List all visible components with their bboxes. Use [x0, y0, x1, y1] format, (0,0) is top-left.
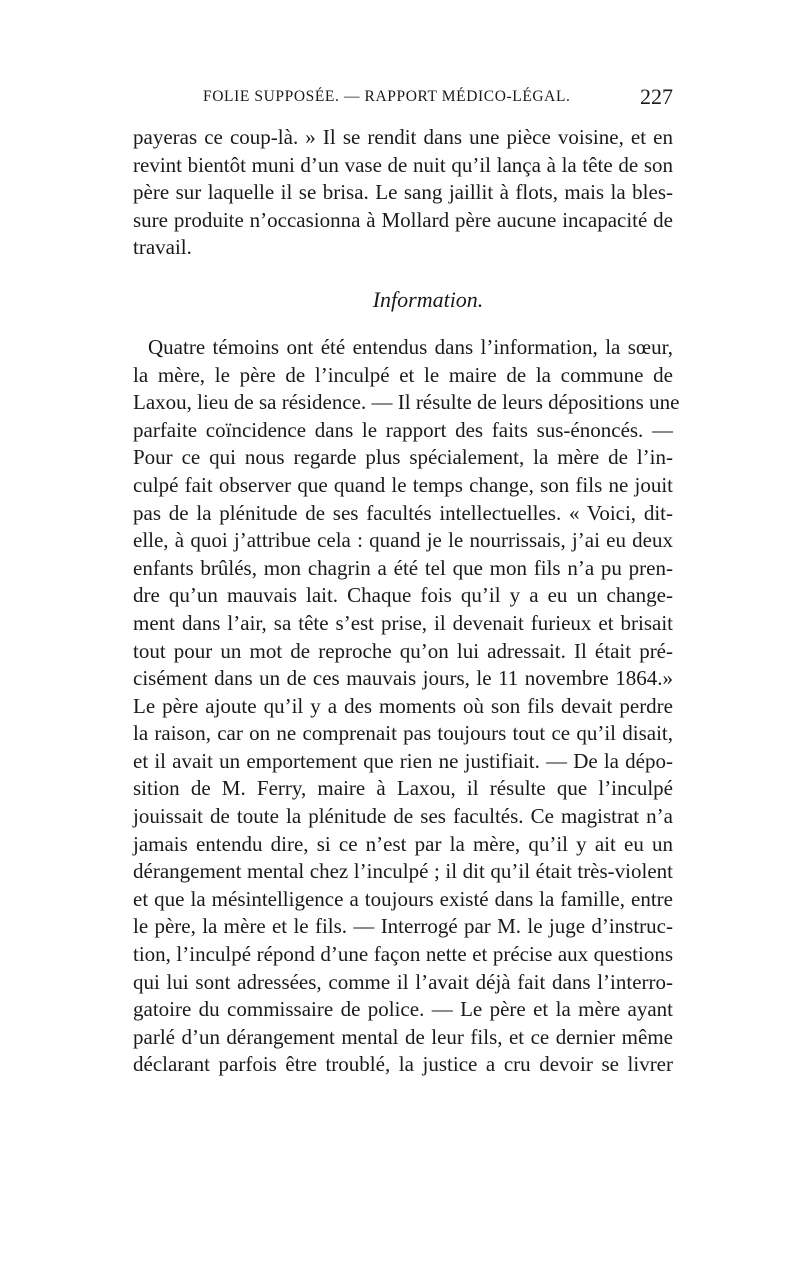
text-line: qui lui sont adressées, comme il l’avait déjà fait dans l’interro-: [133, 969, 673, 994]
text-line: jamais entendu dire, si ce n’est par la mère, qu’il y ait eu un: [133, 831, 673, 856]
text-line: Pour ce qui nous regarde plus spécialement, la mère de l’in-: [133, 445, 673, 470]
text-line: travail.: [133, 235, 192, 260]
text-line: tout pour un mot de reproche qu’on lui adressait. Il était pré-: [133, 638, 673, 663]
text-line: la raison, car on ne comprenait pas toujours tout ce qu’il disait,: [133, 721, 673, 746]
text-line: culpé fait observer que quand le temps change, son fils ne jouit: [133, 472, 673, 497]
text-line: la mère, le père de l’inculpé et le maire de la commune de: [133, 362, 673, 387]
text-line: cisément dans un de ces mauvais jours, le 11 novembre 1864.»: [133, 666, 673, 691]
text-line: revint bientôt muni d’un vase de nuit qu’il lança à la tête de son: [133, 152, 673, 177]
text-line: pas de la plénitude de ses facultés intellectuelles. « Voici, dit-: [133, 500, 673, 525]
running-head: [133, 84, 673, 114]
text-line: payeras ce coup-là. » Il se rendit dans une pièce voisine, et en: [133, 125, 673, 149]
text-line: parlé d’un dérangement mental de leur fils, et ce dernier même: [133, 1024, 673, 1049]
text-line: enfants brûlés, mon chagrin a été tel que mon fils n’a pu pren-: [133, 555, 673, 580]
text-line: dre qu’un mauvais lait. Chaque fois qu’il y a eu un change-: [133, 583, 673, 608]
section-heading: Information.: [372, 286, 484, 312]
text-line: le père, la mère et le fils. — Interrogé par M. le juge d’instruc-: [133, 914, 673, 939]
text-line: tion, l’inculpé répond d’une façon nette et précise aux questions: [133, 942, 673, 967]
text-line: Laxou, lieu de sa résidence. — Il résulte de leurs dépositions une: [133, 390, 680, 415]
text-line: dérangement mental chez l’inculpé ; il dit qu’il était très-violent: [133, 859, 673, 884]
text-line: sition de M. Ferry, maire à Laxou, il résulte que l’inculpé: [133, 776, 673, 801]
text-line: gatoire du commissaire de police. — Le père et la mère ayant: [133, 997, 673, 1022]
text-line: Le père ajoute qu’il y a des moments où son fils devait perdre: [133, 693, 673, 718]
page-number: 227: [640, 84, 673, 109]
text-line: Quatre témoins ont été entendus dans l’information, la sœur,: [148, 334, 673, 359]
running-title: FOLIE SUPPOSÉE. — RAPPORT MÉDICO-LÉGAL.: [203, 88, 571, 105]
text-line: elle, à quoi j’attribue cela : quand je le nourrissais, j’ai eu deux: [133, 528, 673, 553]
text-line: sure produite n’occasionna à Mollard père aucune incapacité de: [133, 207, 673, 232]
body-text: [133, 124, 680, 1079]
text-line: et il avait un emportement que rien ne justifiait. — De la dépo-: [133, 748, 673, 773]
text-line: ment dans l’air, sa tête s’est prise, il devenait furieux et brisait: [133, 610, 673, 635]
paragraph: [133, 124, 673, 262]
text-line: parfaite coïncidence dans le rapport des faits sus-énoncés. —: [133, 417, 673, 442]
text-line: et que la mésintelligence a toujours existé dans la famille, entre: [133, 886, 673, 911]
paragraph: [133, 334, 680, 1079]
text-line: jouissait de toute la plénitude de ses facultés. Ce magistrat n’a: [133, 804, 673, 829]
text-line: déclarant parfois être troublé, la justice a cru devoir se livrer: [133, 1052, 673, 1077]
text-line: père sur laquelle il se brisa. Le sang jaillit à flots, mais la bles-: [133, 180, 673, 205]
